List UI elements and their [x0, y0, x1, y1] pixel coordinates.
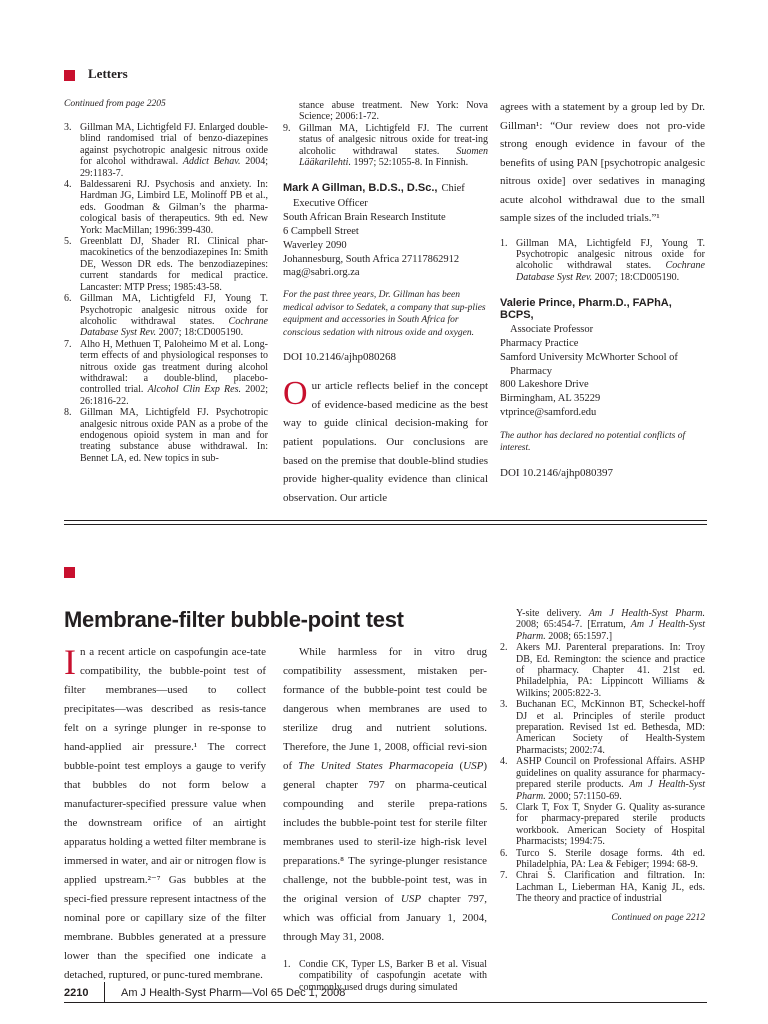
disclosure-note: For the past three years, Dr. Gillman has been medical advisor to Sedatek, a company that sup-plies equipment and accessories in South Africa for conscious sedation with nitrous oxide and oxygen.	[283, 290, 486, 338]
doi: DOI 10.2146/ajhp080397	[500, 466, 614, 479]
doi: DOI 10.2146/ajhp080268	[283, 351, 397, 364]
reference-continued: stance abuse treatment. New York: Nova Science; 2006:1-72.	[299, 100, 488, 123]
reference-item: 3. Buchanan EC, McKinnon BT, Scheckel-hoff DJ et al. Principles of sterile product preparation. Revised 1st ed. Bethesda, MD: American Society of Health-System Pharmacists; 2002:74.	[500, 699, 705, 756]
reference-item: 4. ASHP Council on Professional Affairs. ASHP guidelines on quality assurance for pharmacy-prepared sterile products. Am J Health-Syst Pharm. 2000; 57:1150-69.	[500, 756, 705, 802]
reference-item: 6. Turco S. Sterile dosage forms. 4th ed. Philadelphia, PA: Lea & Febiger; 1994: 68-9.	[500, 847, 705, 870]
reference-item: 3. Gillman MA, Lichtigfeld FJ. Enlarged double-blind randomised trial of benzo-diazepines against psychotropic analgesic nitrous oxide for alcohol withdrawal. Addict Behav. 2004; 29:1183-7.	[64, 122, 268, 179]
author-block-1	[283, 178, 488, 280]
affiliation-line: Pharmacy	[510, 365, 552, 377]
footer-separator	[104, 982, 105, 1002]
reference-item: 6. Gillman MA, Lichtigfeld FJ, Young T. Psychotropic analgesic nitrous oxide for alcoholic withdrawal states. Cochrane Database Syst Rev. 2007; 18:CD005190.	[64, 293, 268, 339]
article-reference-list	[500, 608, 705, 905]
section-marker	[64, 567, 75, 578]
reply-body-text: agrees with a statement by a group led by Dr. Gillman¹: “Our review does not pro-vide strong enough evidence in favour of the benefits of using PAN [psychotropic analgesic nitrous oxide] over sedatives in managing acute alcohol withdrawal due to the small sample sizes of the included trials.”¹	[500, 101, 705, 224]
author-affiliation	[500, 323, 705, 420]
reference-item: Y-site delivery. Am J Health-Syst Pharm. 2008; 65:454-7. [Erratum, Am J Health-Syst Pharm. 2008; 65:1597.]	[516, 608, 705, 642]
page-number: 2210	[64, 987, 89, 999]
continued-from: Continued from page 2205	[64, 99, 166, 109]
reference-item: 5. Greenblatt DJ, Shader RI. Clinical phar-macokinetics of the benzodiazepines In: Smith DE, Wesson DR eds. The benzodiazepines: current standards for medical practice. Lancaster: MTP Press; 1985:43-58.	[64, 236, 268, 293]
affiliation-line: South African Brain Research Institute	[283, 212, 446, 224]
letter-column-2	[283, 100, 488, 507]
author-role: Chief	[441, 183, 465, 195]
reference-item: 9. Gillman MA, Lichtigfeld FJ. The current status of analgesic nitrous oxide for treat-ing alcoholic withdrawal states. Suomen Lääkarilehti. 1997; 52:1055-8. In Finnish.	[283, 122, 488, 169]
letter-body-text: ur article reflects belief in the concept of evidence-based medicine as the best way to guide clinical decision-making for patient populations. Our conclusions are based on the premise that double-blind studies provide higher-quality evidence than clinical observation. Our article	[283, 380, 488, 504]
affiliation-line: Johannesburg, South Africa 27117862912	[283, 253, 460, 265]
article-body-2: While harmless for in vitro drug compatibility assessment, mistaken per-formance of the bubble-point test could be dangerous when membranes are used to sterilize drug and nutrient solutions. Therefore, the June 1, 2008, official revi-sion of The United States Pharmacopeia (USP) general chapter 797 on pharma-ceutical compounding and sterile prepa-rations includes the bubble-point test for sterile filter membranes used to steril-ize high-risk level preparations.⁸ The syringe-plunger resistance challenge, not the bubble-point test, was in the original version of USP chapter 797, which was official from January 1, 2004, through May 31, 2008.	[283, 646, 488, 943]
affiliation-line: mag@sabri.org.za	[283, 267, 360, 279]
reference-item: 7. Alho H, Methuen T, Paloheimo M et al. Long-term effects of and physiological responses to nitrous oxide gas treatment during alcohol withdrawal: a double-blind, placebo-controlled trial. Alcohol Clin Exp Res. 2002; 26:1816-22.	[64, 338, 268, 407]
drop-cap: I	[64, 642, 76, 682]
affiliation-line: 800 Lakeshore Drive	[500, 379, 589, 391]
footer-rule	[64, 1002, 707, 1003]
affiliation-line: Waverley 2090	[283, 239, 347, 251]
author-affiliation	[283, 197, 488, 280]
section-divider	[64, 520, 707, 521]
letter-column-3	[500, 98, 705, 479]
reference-item: 5. Clark T, Fox T, Snyder G. Quality as-surance for pharmacy-prepared sterile products workbook. American Society of Hospital Pharmacists; 1994:75.	[500, 801, 705, 848]
affiliation-line: Pharmacy Practice	[500, 337, 579, 349]
affiliation-line: 6 Campbell Street	[283, 226, 359, 238]
article-column-3	[500, 608, 705, 923]
journal-citation: Am J Health-Syst Pharm—Vol 65 Dec 1, 2008	[121, 987, 346, 999]
section-divider	[64, 524, 707, 525]
article-reference-1: 1. Condie CK, Typer LS, Barker B et al. Visual compatibility of caspofungin acetate with commonly used drugs during simulated	[283, 959, 487, 993]
affiliation-line: Birmingham, AL 35229	[500, 393, 601, 405]
reference-item: 7. Chrai S. Clarification and filtration. In: Lachman L, Lieberman HA, Kanig JL, eds. The theory and practice of industrial	[500, 870, 705, 905]
affiliation-line: vtprince@samford.edu	[500, 406, 597, 418]
affiliation-line: Associate Professor	[510, 324, 594, 336]
author-name: Valerie Prince, Pharm.D., FAPhA, BCPS,	[500, 297, 672, 322]
reference-item: 1. Gillman MA, Lichtigfeld FJ, Young T. Psychotropic analgesic nitrous oxide for alcoholic withdrawal states. Cochrane Database Syst Rev. 2007; 18:CD005190.	[500, 237, 705, 283]
reference-9	[283, 123, 488, 169]
reference-item: 2. Akers MJ. Parenteral preparations. In: Troy DB, Ed. Remington: the science and practice of pharmacy. Chapter 41. 21st ed. Philadelphia, PA: Lippincott Williams & Wilkins; 2005:822-3.	[500, 642, 705, 699]
affiliation-line: Samford University McWhorter School of	[500, 351, 678, 363]
disclosure-note: The author has declared no potential conflicts of interest.	[500, 430, 686, 454]
article-body-1: n a recent article on caspofungin ace-tate compatibility, the bubble-point test of filter membranes—used to collect precipitates—was described as resis-tance felt on a syringe plunger in re-sponse to hand-applied air pressure.¹ The correct bubble-point test employs a gauge to verify that bubbles do not form below a manufacturer-specified pressure value when the downstream orifice of an airtight apparatus holding a wetted filter membrane is immersed in water, and air or nitrogen flow is applied upstream.²⁻⁷ Gas bubbles at the speci-fied pressure represent intactness of the nominal pore or capillary size of the filter membrane. Bubbles generated at a pressure lower than the specified one indicate a detached, ruptured, or punc-tured membrane.	[64, 646, 266, 981]
reference-list-1	[64, 122, 268, 464]
author-block-2	[500, 297, 705, 420]
article-column-1	[64, 643, 266, 985]
drop-cap: O	[283, 375, 308, 413]
author-name: Mark A Gillman, B.D.S., D.Sc.,	[283, 182, 438, 195]
reference-item: 4. Baldessareni RJ. Psychosis and anxiety. In: Hardman JG, Limbird LE, Molinoff PB et al., eds. Goodman & Gilman’s the pharma-cological basis of therapeutics. 9th ed. New York: MacMillan; 1996:399-430.	[64, 179, 268, 236]
continued-on: Continued on page 2212	[611, 912, 705, 923]
reference-item: 8. Gillman MA, Lichtigfeld FJ. Psychotropic analgesic nitrous oxide PAN as a probe of the endogenous opioid system in man and for treating substance abuse withdrawal. In: Bennet LA, ed. New topics in sub-	[64, 407, 268, 464]
section-marker	[64, 70, 75, 81]
affiliation-line: Executive Officer	[293, 198, 368, 210]
article-column-2	[283, 643, 487, 993]
reply-reference-1	[500, 238, 705, 284]
article-title: Membrane-filter bubble-point test	[64, 607, 404, 632]
section-label: Letters	[88, 66, 128, 81]
letter-body	[283, 377, 488, 507]
